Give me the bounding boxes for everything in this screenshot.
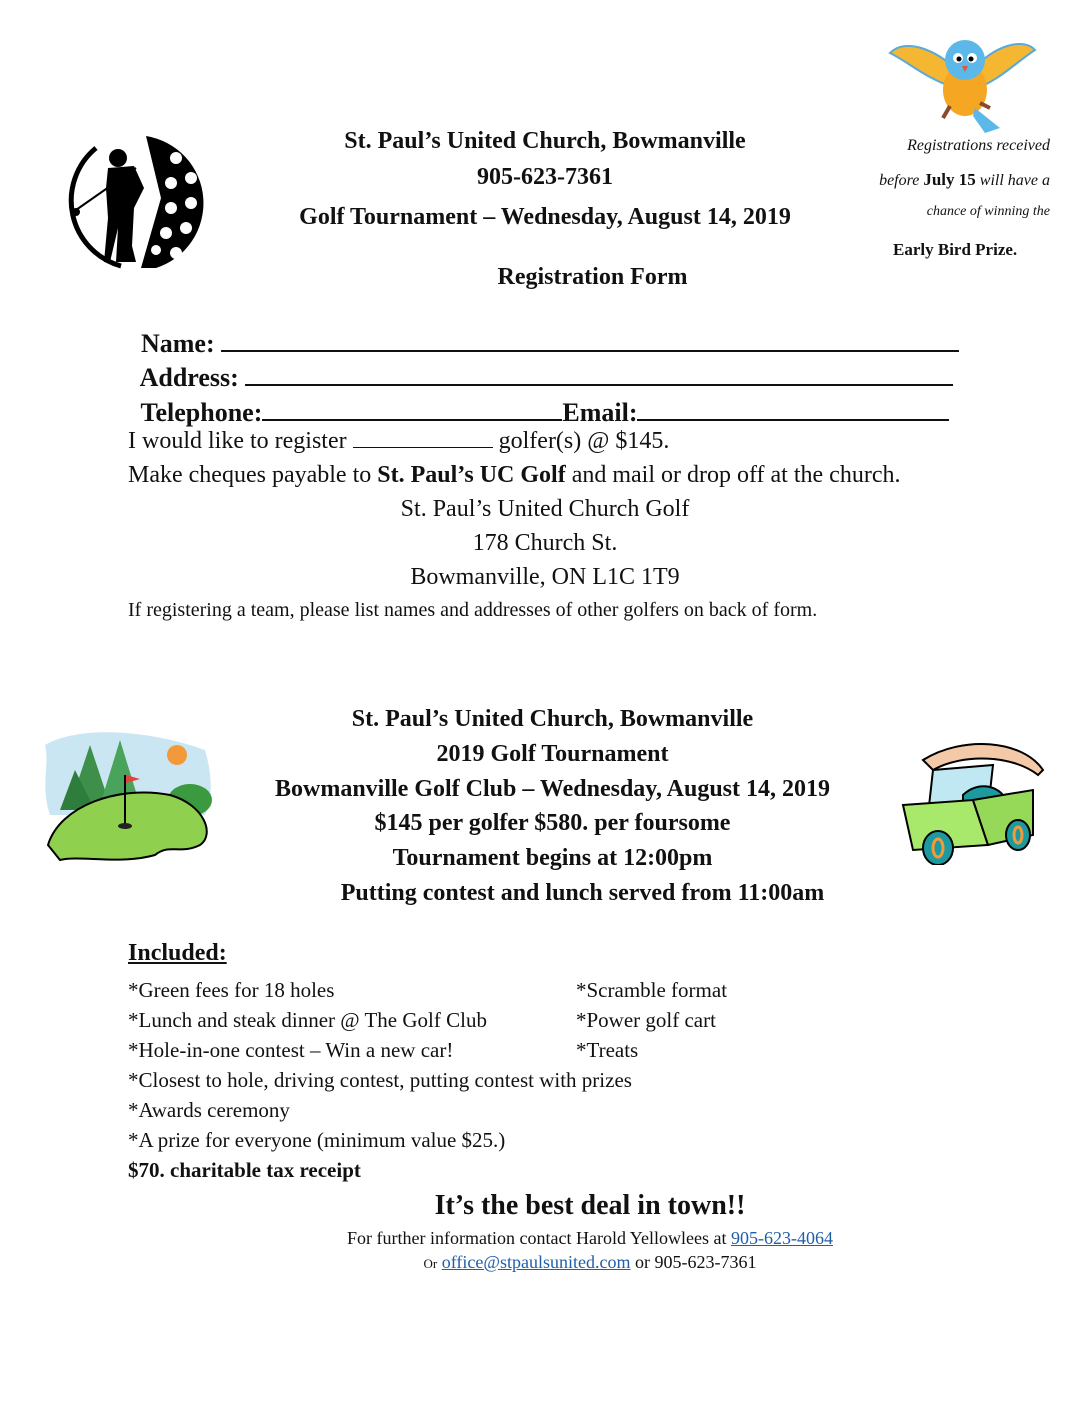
address-label: Address: <box>139 363 239 392</box>
name-label: Name: <box>141 329 215 358</box>
included-item: *Hole-in-one contest – Win a new car! <box>128 1038 454 1062</box>
register-pre: I would like to register <box>128 428 347 454</box>
register-line <box>128 428 669 455</box>
flyer-tournament: 2019 Golf Tournament <box>436 741 669 767</box>
church-name: St. Paul’s United Church, Bowmanville <box>344 128 746 154</box>
cheque-line <box>128 462 900 489</box>
bird-illustration <box>885 28 1040 138</box>
flyer-church: St. Paul’s United Church, Bowmanville <box>351 706 754 732</box>
mail-address-line2: 178 Church St. <box>472 530 618 556</box>
included-item: *A prize for everyone (minimum value $25.) <box>128 1128 506 1152</box>
included-heading: Included: <box>128 940 227 966</box>
contact-text: For further information contact Harold Yellowlees at <box>347 1228 727 1248</box>
flyer-pricing: $145 per golfer $580. per foursome <box>374 810 731 836</box>
or-text: Or <box>423 1256 438 1271</box>
golfer-count-input-line[interactable] <box>353 429 493 448</box>
early-bird-line1: Registrations received <box>907 137 1050 154</box>
contact-phone-link[interactable]: 905-623-4064 <box>730 1228 833 1248</box>
early-bird-line3: chance of winning the <box>926 204 1050 219</box>
included-item: *Closest to hole, driving contest, putting contest with prizes <box>128 1068 632 1092</box>
telephone-email-row <box>128 367 949 428</box>
early-bird-will-have: will have a <box>979 172 1050 189</box>
included-item: *Scramble format <box>576 978 728 1002</box>
email-input-line[interactable] <box>637 397 949 421</box>
early-bird-before: before <box>879 172 920 189</box>
golfer-logo <box>66 128 211 273</box>
event-title: Golf Tournament – Wednesday, August 14, 2019 <box>299 204 791 230</box>
form-title: Registration Form <box>497 264 688 290</box>
included-right-list <box>576 975 727 1065</box>
golf-cart-illustration <box>893 735 1048 865</box>
included-left-list <box>128 975 632 1185</box>
early-bird-date: July 15 <box>923 170 976 189</box>
included-item: *Lunch and steak dinner @ The Golf Club <box>128 1008 487 1032</box>
cheque-payee: St. Paul’s UC Golf <box>377 462 566 488</box>
telephone-label: Telephone: <box>140 398 263 427</box>
register-post: golfer(s) @ $145. <box>498 428 670 454</box>
early-bird-line2 <box>879 170 1050 190</box>
email-link[interactable]: office@stpaulsunited.com <box>441 1252 631 1272</box>
email-label: Email: <box>562 398 638 427</box>
mail-address-line1: St. Paul’s United Church Golf <box>400 496 690 522</box>
flyer-lunch-time: Putting contest and lunch served from 11:00am <box>340 880 825 906</box>
contact-line <box>250 1228 930 1249</box>
cheque-post: and mail or drop off at the church. <box>571 462 901 488</box>
mail-address-line3: Bowmanville, ON L1C 1T9 <box>410 564 680 590</box>
tax-receipt: $70. charitable tax receipt <box>128 1158 361 1182</box>
contact-line-2 <box>250 1252 930 1273</box>
included-item: *Green fees for 18 holes <box>128 978 335 1002</box>
included-item: *Power golf cart <box>576 1008 716 1032</box>
included-item: *Awards ceremony <box>128 1098 290 1122</box>
church-phone: 905-623-7361 <box>477 164 613 190</box>
cheque-pre: Make cheques payable to <box>128 462 372 488</box>
early-bird-prize: Early Bird Prize. <box>893 240 1018 259</box>
tagline: It’s the best deal in town!! <box>434 1190 746 1221</box>
golf-course-illustration <box>40 725 215 865</box>
team-note: If registering a team, please list names and addresses of other golfers on back of form. <box>128 599 818 621</box>
flyer-start-time: Tournament begins at 12:00pm <box>392 845 713 871</box>
flyer-venue-date: Bowmanville Golf Club – Wednesday, August 14, 2019 <box>275 776 830 802</box>
office-phone: or 905-623-7361 <box>634 1252 757 1272</box>
telephone-input-line[interactable] <box>262 397 562 421</box>
included-item: *Treats <box>576 1038 639 1062</box>
